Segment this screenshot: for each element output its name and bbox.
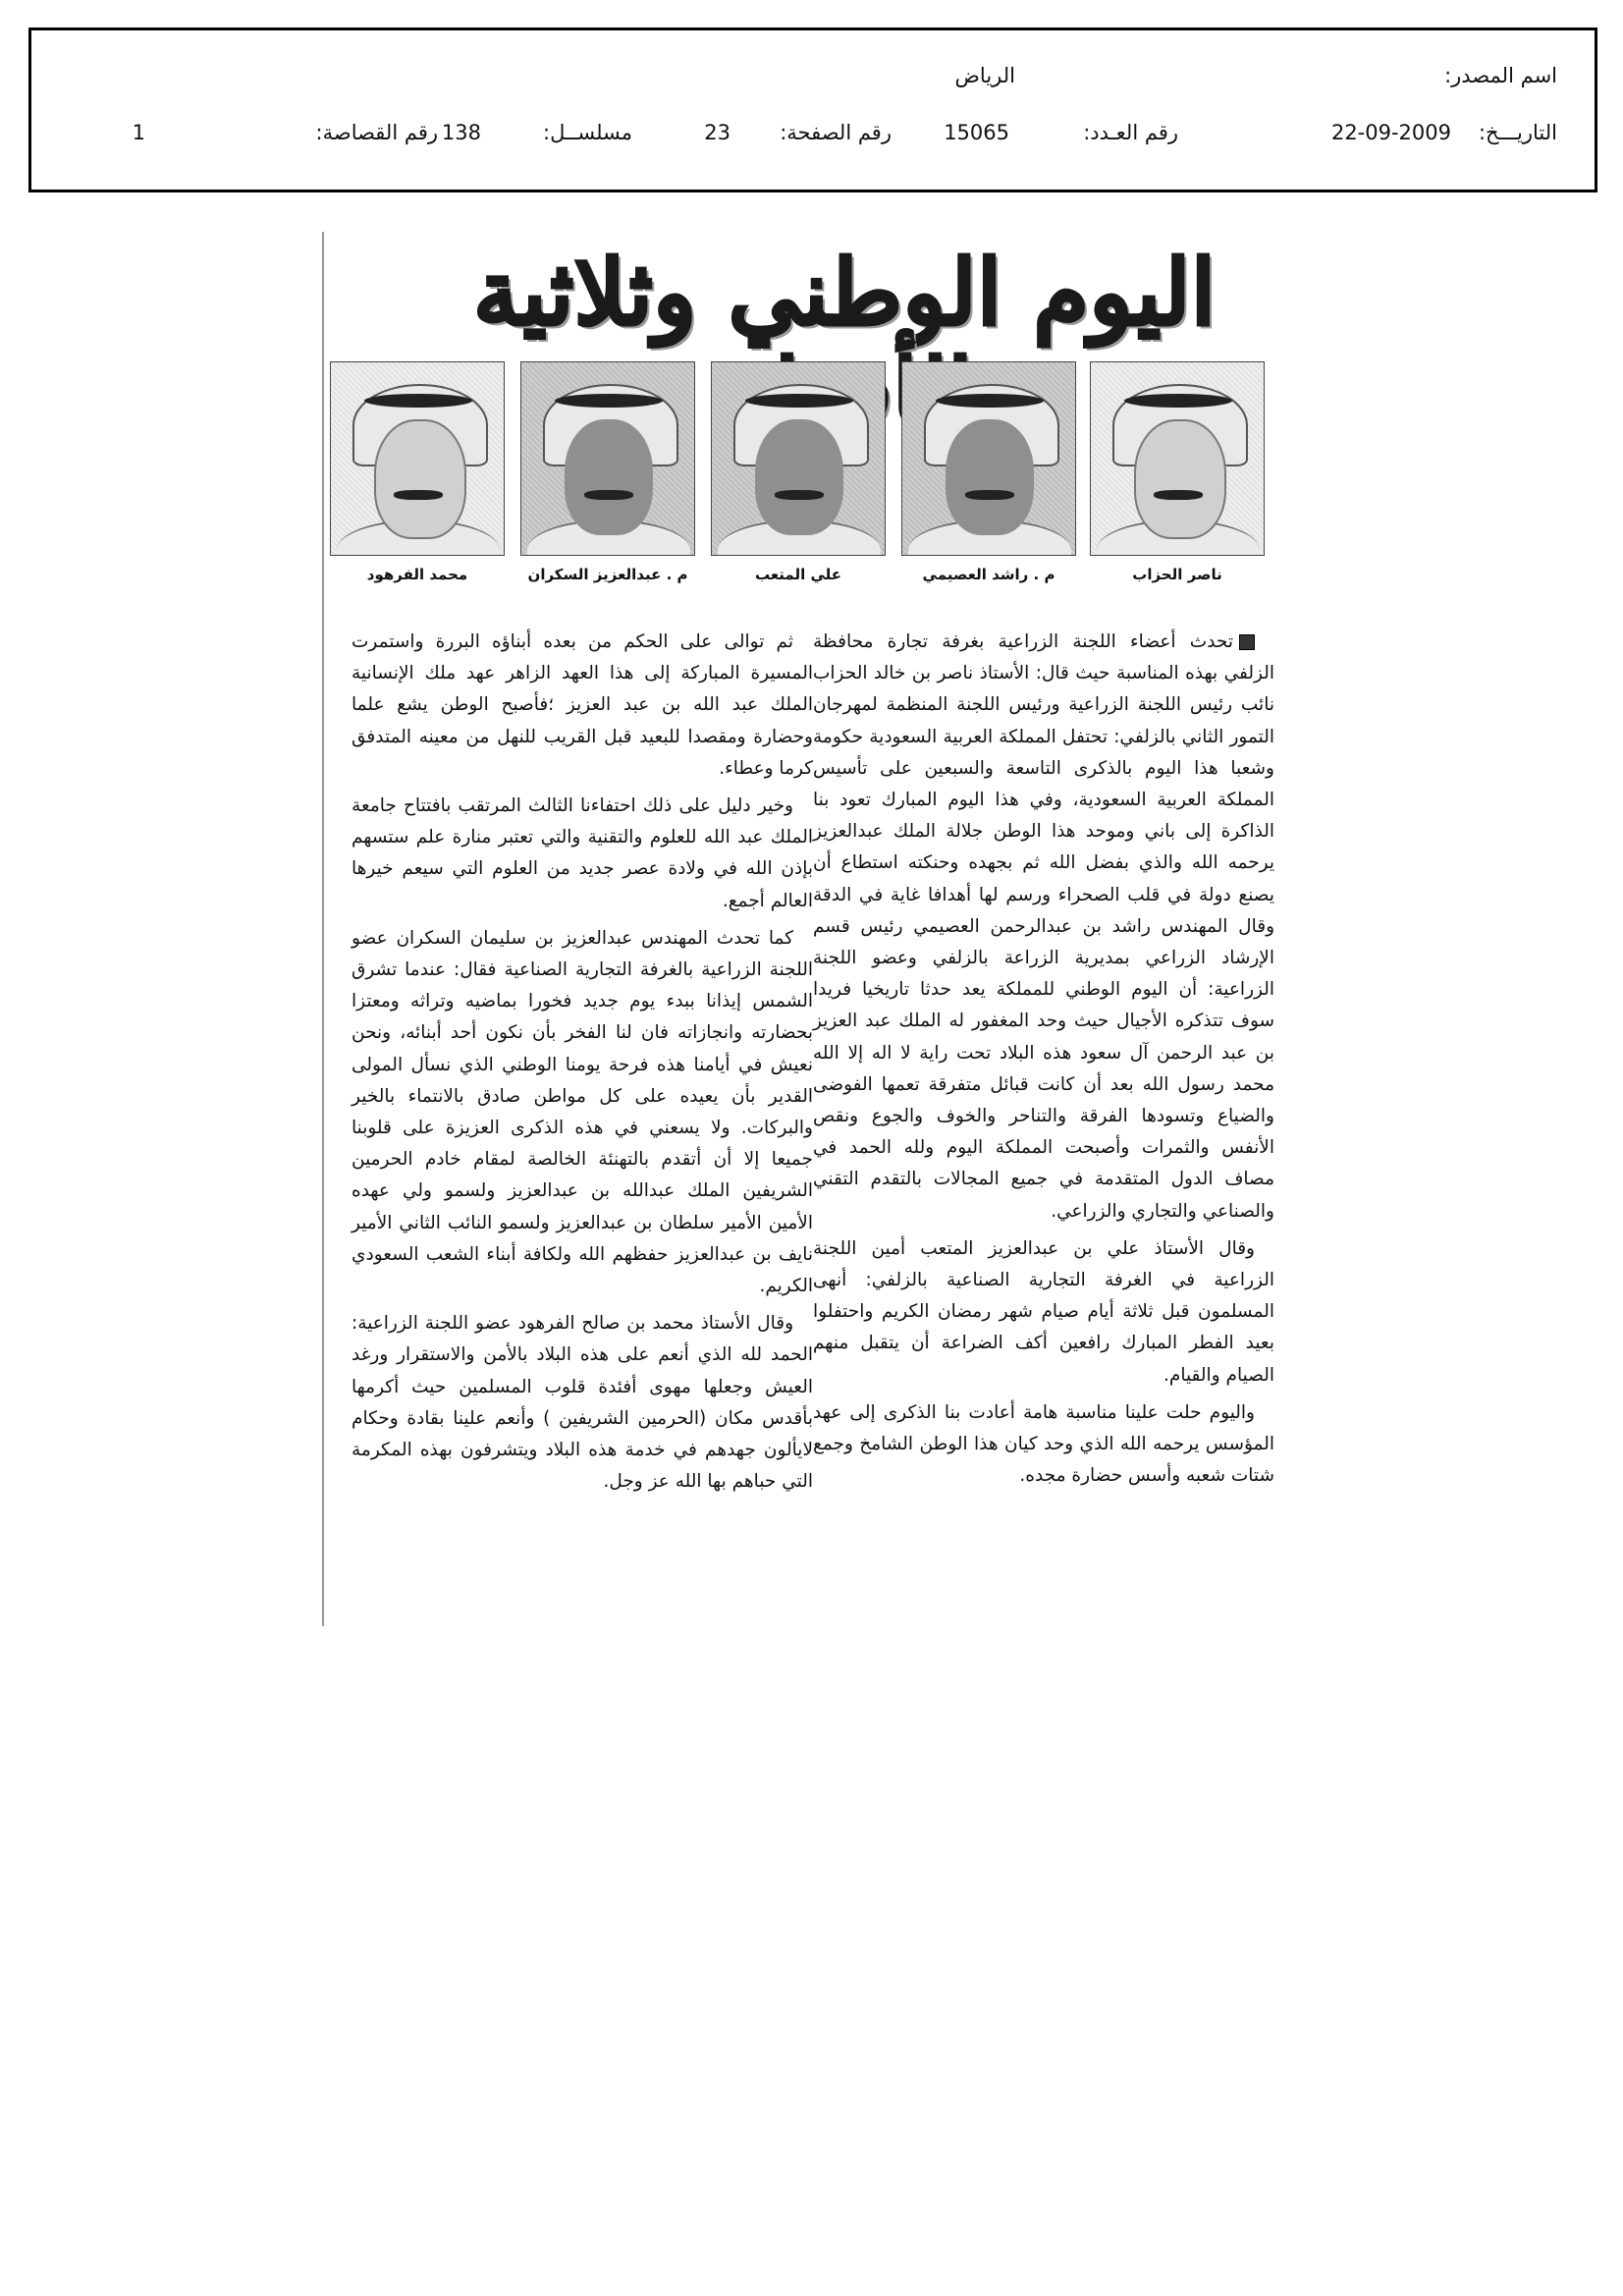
article-column-left	[352, 627, 813, 1503]
portrait-4	[520, 361, 695, 583]
date-label: التاريـــخ:	[1478, 121, 1557, 144]
portrait-3	[711, 361, 886, 583]
issue-label: رقم العـدد:	[1083, 121, 1178, 144]
date-value: 22-09-2009	[1330, 121, 1451, 144]
portrait-caption: م . عبدالعزيز السكران	[527, 566, 688, 583]
portrait-photo	[330, 361, 505, 556]
clip-number-value: 1	[132, 121, 145, 144]
portrait-photo	[520, 361, 695, 556]
article-column-right	[813, 627, 1274, 1498]
photo-strip	[352, 361, 1265, 597]
paragraph: وخير دليل على ذلك احتفاءنا الثالث المرتقب بافتتاح جامعة الملك عبد الله للعلوم والتقنية والتي تعتبر منارة علم ستسهم بإذن الله في ولادة عصر جديد من العلوم التي سيعم خيرها العالم أجمع.	[352, 795, 813, 911]
paragraph: تحدث أعضاء اللجنة الزراعية بغرفة تجارة محافظة الزلفي بهذه المناسبة حيث قال: الأستاذ ناصر بن خالد الحزاب نائب رئيس اللجنة الزراعية ورئيس اللجنة المنظمة لمهرجان التمور الثاني بالزلفي: تحتفل المملكة العربية السعودية حكومة وشعبا هذا اليوم بالذكرى التاسعة والسبعين على تأسيس المملكة العربية السعودية، وفي هذا اليوم المبارك تعود بنا الذاكرة إلى باني وموحد هذا الوطن جلالة الملك عبدالعزيز يرحمه الله والذي بفضل الله ثم بجهده وحنكته استطاع أن يصنع دولة في قلب الصحراء ورسم لها أهدافا غاية في الدقة وقال المهندس راشد بن عبدالرحمن العصيمي رئيس قسم الإرشاد الزراعي بمديرية الزراعة بالزلفي وعضو اللجنة الزراعية: أن اليوم الوطني للمملكة يعد حدثا تاريخيا فريدا سوف تتذكره الأجيال حيث وحد المغفور له الملك عبد العزيز بن عبد الرحمن آل سعود هذه البلاد تحت راية لا اله إلا الله محمد رسول الله بعد أن كانت قبائل متفرقة تعمها الفوضى والضياع وتسودها الفرقة والتناحر والخوف والجوع ونقص الأنفس والثمرات وأصبحت المملكة اليوم ولله الحمد في مصاف الدول المتقدمة في جميع المجالات بالتقدم التقني والصناعي والتجاري والزراعي.	[813, 631, 1274, 1222]
portrait-photo	[901, 361, 1076, 556]
source-label: اسم المصدر:	[1444, 64, 1557, 87]
page-value: 23	[704, 121, 730, 144]
serial-label: مسلســل:	[543, 121, 632, 144]
bullet-square-icon	[1239, 634, 1255, 650]
portrait-caption: محمد الفرهود	[366, 566, 468, 583]
paragraph: كما تحدث المهندس عبدالعزيز بن سليمان السكران عضو اللجنة الزراعية بالغرفة التجارية الصناعية فقال: عندما تشرق الشمس إيذانا ببدء يوم جديد فخورا بماضيه وتراثه ومعتزا بحضارته وانجازاته فان لنا الفخر بأن نكون أحد أبنائه، ونحن نعيش في أيامنا هذه فرحة يومنا الوطني الذي نسأل المولى القدير بأن يعيده على كل مواطن صادق بالانتماء بالخير والبركات. ولا يسعني في هذه الذكرى العزيزة على قلوبنا جميعا إلا أن أتقدم بالتهنئة الخالصة لمقام خادم الحرمين الشريفين الملك عبدالله بن عبدالعزيز ولسمو ولي عهده الأمين الأمير سلطان بن عبدالعزيز ولسمو النائب الثاني الأمير نايف بن عبدالعزيز حفظهم الله ولكافة أبناء الشعب السعودي الكريم.	[352, 927, 813, 1297]
portrait-caption: م . راشد العصيمي	[922, 566, 1055, 583]
clip-number-label: رقم القصاصة:	[315, 121, 438, 144]
page-label: رقم الصفحة:	[780, 121, 892, 144]
source-value: الرياض	[954, 64, 1015, 87]
portrait-5	[330, 361, 505, 583]
paragraph: ثم توالى على الحكم من بعده أبناؤه البررة واستمرت المسيرة المباركة إلى هذا العهد الزاهر عهد ملك الإنسانية الملك عبد الله بن عبد العزيز ؛فأصبح الوطن يشع علما وحضارة ومقصدا للبعيد قبل القريب للنهل من معينه المتدفق كرما وعطاء.	[352, 631, 813, 779]
paragraph: واليوم حلت علينا مناسبة هامة أعادت بنا الذكرى إلى عهد المؤسس يرحمه الله الذي وحد كيان هذا الوطن الشامخ وجمع شتات شعبه وأسس حضارة مجده.	[813, 1401, 1274, 1487]
paragraph: وقال الأستاذ محمد بن صالح الفرهود عضو اللجنة الزراعية: الحمد لله الذي أنعم على هذه البلاد بالأمن والاستقرار ورغد العيش وجعلها مهوى أفئدة قلوب المسلمين حيث أكرمها بأقدس مكان (الحرمين الشريفين ) وأنعم علينا بقادة وحكام لايألون جهدهم في خدمة هذه البلاد ويتشرفون بهذه المكرمة التي حباهم بها الله عز وجل.	[352, 1313, 813, 1493]
clipping-metadata-box	[28, 27, 1597, 192]
portrait-caption: علي المتعب	[754, 566, 842, 583]
newspaper-clipping	[322, 232, 1302, 1626]
portrait-caption: ناصر الحزاب	[1132, 566, 1222, 583]
portrait-2	[901, 361, 1076, 583]
portrait-1	[1090, 361, 1265, 583]
paragraph: وقال الأستاذ علي بن عبدالعزيز المتعب أمين اللجنة الزراعية في الغرفة التجارية الصناعية بالزلفي: أنهى المسلمون قبل ثلاثة أيام صيام شهر رمضان الكريم واحتفلوا بعيد الفطر المبارك رافعين أكف الضراعة أن يتقبل منهم الصيام والقيام.	[813, 1237, 1274, 1386]
portrait-photo	[1090, 361, 1265, 556]
serial-value: 138	[441, 121, 481, 144]
article-body	[352, 627, 1274, 1609]
portrait-photo	[711, 361, 886, 556]
article-headline: اليوم الوطني وثلاثية	[472, 240, 1217, 346]
issue-value: 15065	[944, 121, 1009, 144]
